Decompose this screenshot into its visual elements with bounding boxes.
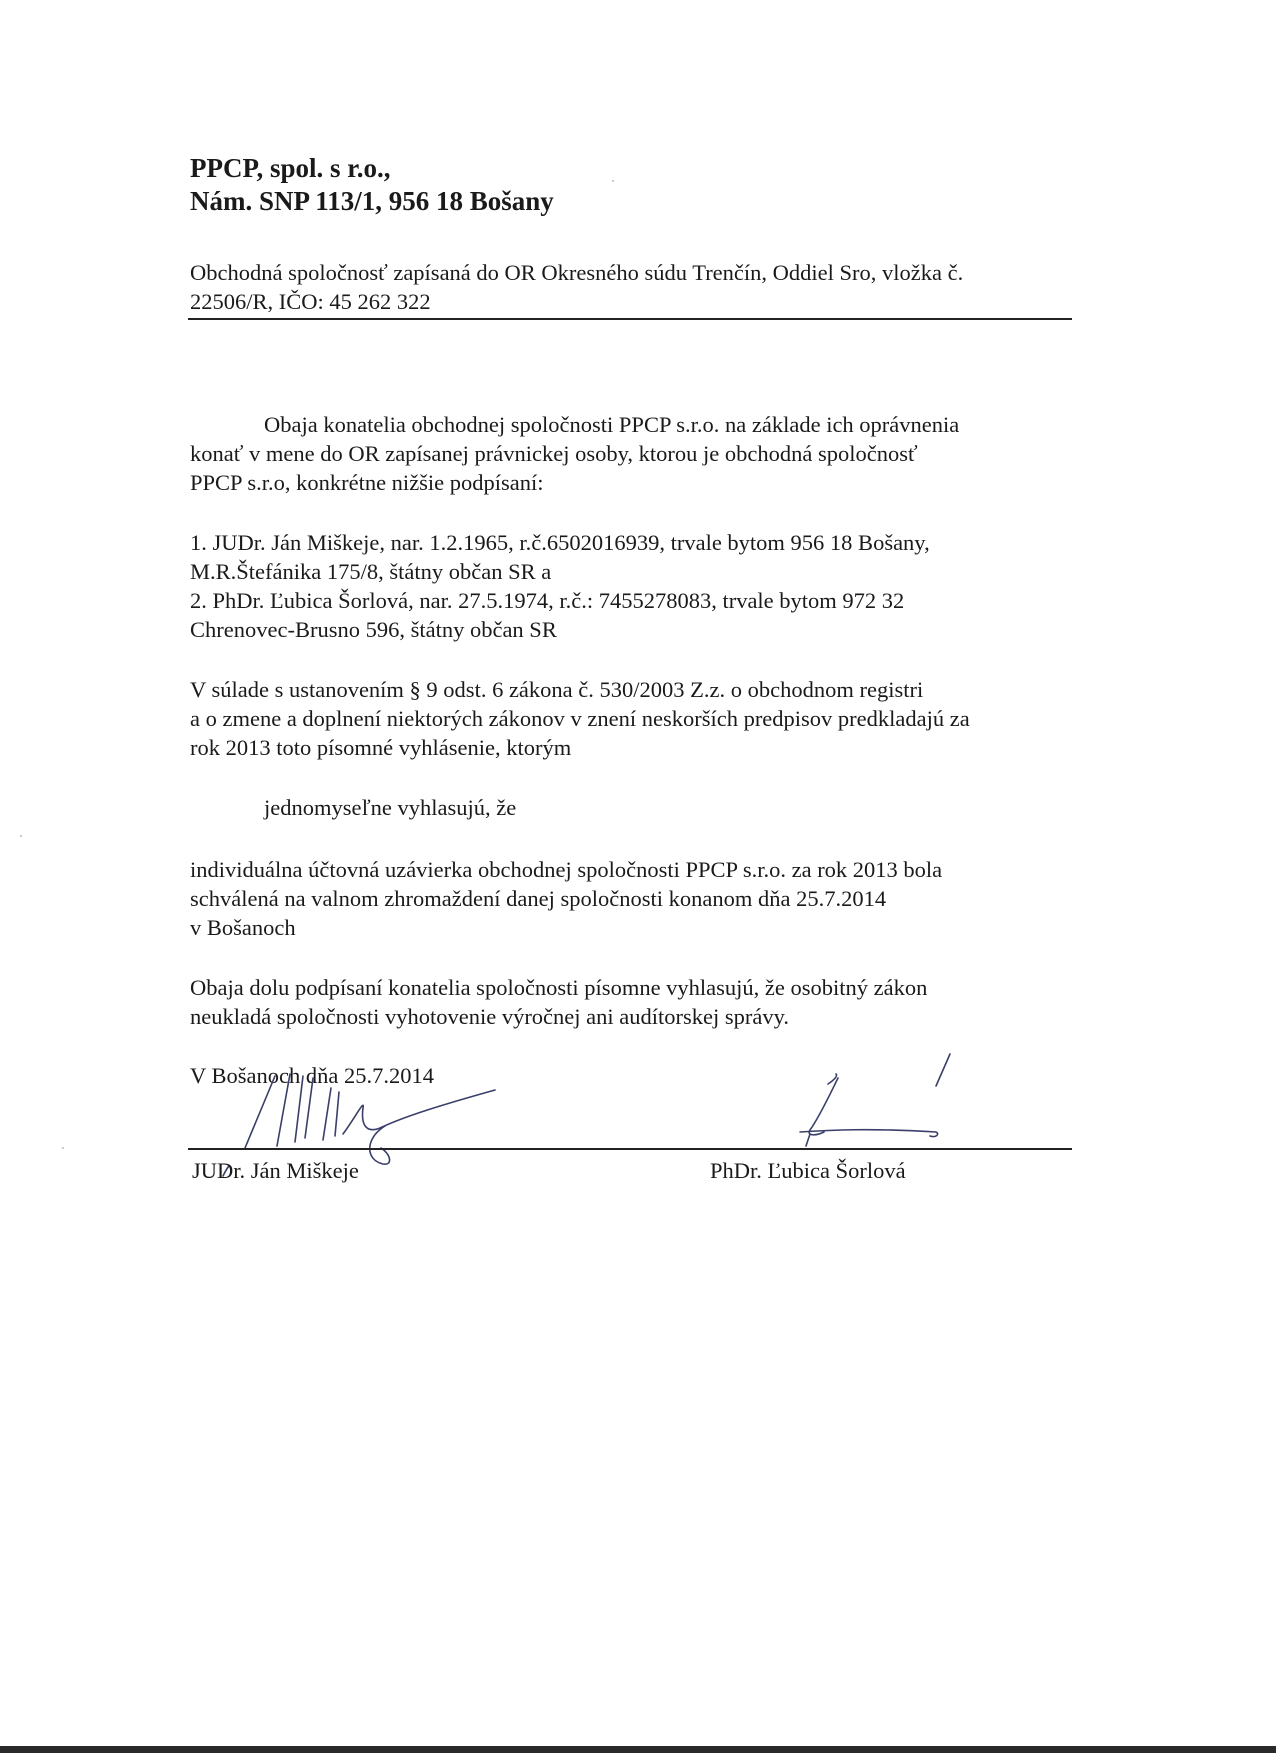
statement-line: individuálna účtovná uzávierka obchodnej spoločnosti PPCP s.r.o. za rok 2013 bola	[190, 857, 943, 882]
intro-line: Obaja konatelia obchodnej spoločnosti PPCP s.r.o. na základe ich oprávnenia	[264, 412, 960, 437]
person-line: 1. JUDr. Ján Miškeje, nar. 1.2.1965, r.č.6502016939, trvale bytom 956 18 Bošany,	[190, 530, 930, 555]
company-address: Nám. SNP 113/1, 956 18 Bošany	[190, 186, 554, 216]
scan-speck	[62, 1147, 64, 1149]
signature-divider	[188, 1148, 1072, 1150]
place-date: V Bošanoch dňa 25.7.2014	[190, 1063, 434, 1088]
signer-2-name: PhDr. Ľubica Šorlová	[710, 1158, 906, 1183]
legal-paragraph	[190, 675, 970, 762]
registration-line: Obchodná spoločnosť zapísaná do OR Okresného súdu Trenčín, Oddiel Sro, vložka č.	[190, 260, 964, 285]
person-line: M.R.Štefánika 175/8, štátny občan SR a	[190, 559, 552, 584]
scan-speck	[612, 180, 614, 182]
legal-line: rok 2013 toto písomné vyhlásenie, ktorým	[190, 735, 572, 760]
final-note-line: Obaja dolu podpísaní konatelia spoločnosti písomne vyhlasujú, že osobitný zákon	[190, 975, 928, 1000]
registration-line: 22506/R, IČO: 45 262 322	[190, 289, 431, 314]
registration-info	[190, 258, 963, 316]
person-line: 2. PhDr. Ľubica Šorlová, nar. 27.5.1974, r.č.: 7455278083, trvale bytom 972 32	[190, 588, 905, 613]
intro-paragraph	[190, 410, 959, 497]
signer-1-name: JUDr. Ján Miškeje	[192, 1158, 359, 1183]
intro-line: konať v mene do OR zapísanej právnickej osoby, ktorou je obchodná spoločnosť	[190, 441, 918, 466]
scan-bottom-edge	[0, 1746, 1276, 1753]
statement-line: schválená na valnom zhromaždení danej spoločnosti konanom dňa 25.7.2014	[190, 886, 887, 911]
legal-line: V súlade s ustanovením § 9 odst. 6 zákona č. 530/2003 Z.z. o obchodnom registri	[190, 677, 924, 702]
company-name: PPCP, spol. s r.o.,	[190, 153, 391, 183]
person-line: Chrenovec-Brusno 596, štátny občan SR	[190, 617, 557, 642]
intro-line: PPCP s.r.o, konkrétne nižšie podpísaní:	[190, 470, 544, 495]
declaration-phrase: jednomyseľne vyhlasujú, že	[264, 795, 517, 820]
statement-line: v Bošanoch	[190, 915, 296, 940]
scan-speck	[20, 835, 22, 837]
final-note-line: neukladá spoločnosti vyhotovenie výročnej ani audítorskej správy.	[190, 1004, 790, 1029]
header-divider	[188, 318, 1072, 320]
final-note-paragraph	[190, 973, 927, 1031]
persons-list	[190, 528, 930, 644]
signature-2-handwriting	[740, 1050, 960, 1150]
statement-paragraph	[190, 855, 942, 942]
legal-line: a o zmene a doplnení niektorých zákonov v znení neskorších predpisov predkladajú za	[190, 706, 970, 731]
